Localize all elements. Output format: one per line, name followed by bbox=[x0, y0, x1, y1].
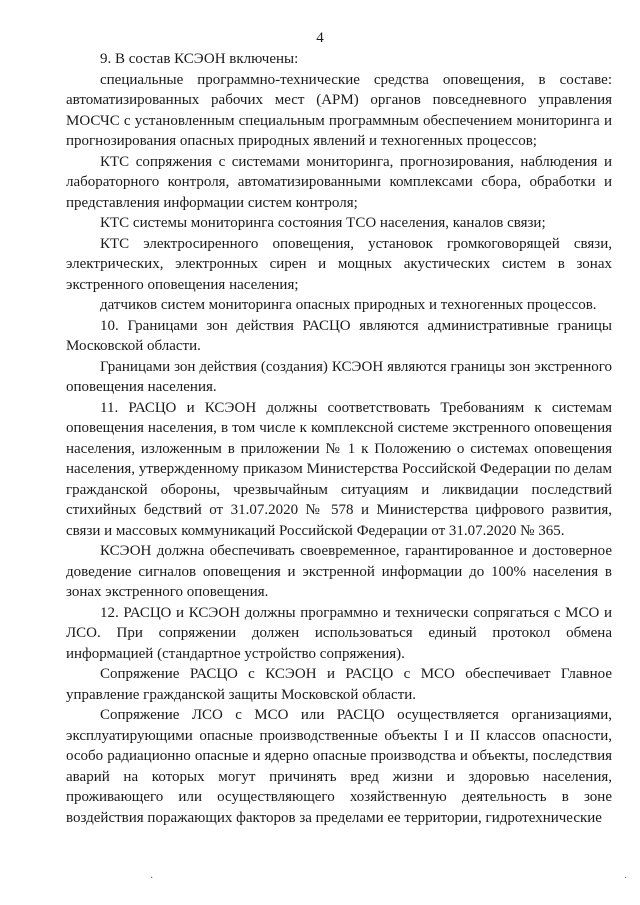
paragraph-11: 11. РАСЦО и КСЭОН должны соответствовать Требованиям к системам оповещения населения, в том числе к комплексной системе экстренного оповещения населения, изложенным в приложении № 1 к Положению о системах оповещения населения, утвержденному приказом Министерства Российской Федерации по делам гражданской обороны, чрезвычайным ситуациям и ликвидации последствий стихийных бедствий от 31.07.2020 № 578 и Министерства цифрового развития, связи и массовых коммуникаций Российской Федерации от 31.07.2020 № 365. bbox=[66, 399, 612, 539]
paragraph-9-item-3: КТС системы мониторинга состояния ТСО населения, каналов связи; bbox=[100, 215, 546, 231]
paragraph-9-item-5: датчиков систем мониторинга опасных природных и техногенных процессов. bbox=[100, 297, 597, 313]
paragraph-10-continued: Границами зон действия (создания) КСЭОН являются границы зон экстренного оповещения населения. bbox=[66, 358, 612, 395]
paragraph-11-continued: КСЭОН должна обеспечивать своевременное, гарантированное и достоверное доведение сигналов оповещения и экстренной информации до 100% населения в зонах экстренного оповещения. bbox=[66, 543, 612, 600]
document-body bbox=[66, 49, 612, 828]
paragraph-12-continued-2: Сопряжение ЛСО с МСО или РАСЦО осуществляется организациями, эксплуатирующими опасные производственные объекты I и II классов опасности, особо радиационно опасные и ядерно опасные производства и объекты, последствия аварий на которых могут причинять вред жизни и здоровью населения, проживающего или осуществляющего хозяйственную деятельность в зоне воздействия поражающих факторов за пределами ее территории, гидротехнические bbox=[66, 707, 612, 826]
paragraph-9-item-4: КТС электросиренного оповещения, установок громкоговорящей связи, электрических, электронных сирен и мощных акустических систем в зонах экстренного оповещения населения; bbox=[66, 235, 612, 293]
paragraph-10: 10. Границами зон действия РАСЦО являются административные границы Московской области. bbox=[66, 317, 612, 354]
scan-speck: · bbox=[150, 873, 154, 884]
paragraph-9-item-1: специальные программно-технические средства оповещения, в составе: автоматизированных рабочих мест (АРМ) органов повседневного управления МОСЧС с установленным специальным программным обеспечением мониторинга и прогнозирования опасных природных явлений и техногенных процессов; bbox=[66, 71, 612, 149]
scan-speck: · bbox=[624, 873, 628, 884]
paragraph-9-heading: 9. В состав КСЭОН включены: bbox=[100, 51, 299, 67]
paragraph-12: 12. РАСЦО и КСЭОН должны программно и технически сопрягаться с МСО и ЛСО. При сопряжении должен использоваться единый протокол обмена информацией (стандартное устройство сопряжения). bbox=[66, 604, 612, 662]
paragraph-9-item-2: КТС сопряжения с системами мониторинга, прогнозирования, наблюдения и лабораторного контроля, автоматизированными комплексами сбора, обработки и представления информации систем контроля; bbox=[66, 153, 612, 211]
page-number: 4 bbox=[316, 30, 324, 46]
paragraph-12-continued-1: Сопряжение РАСЦО с КСЭОН и РАСЦО с МСО обеспечивает Главное управление гражданской защиты Московской области. bbox=[66, 666, 612, 703]
